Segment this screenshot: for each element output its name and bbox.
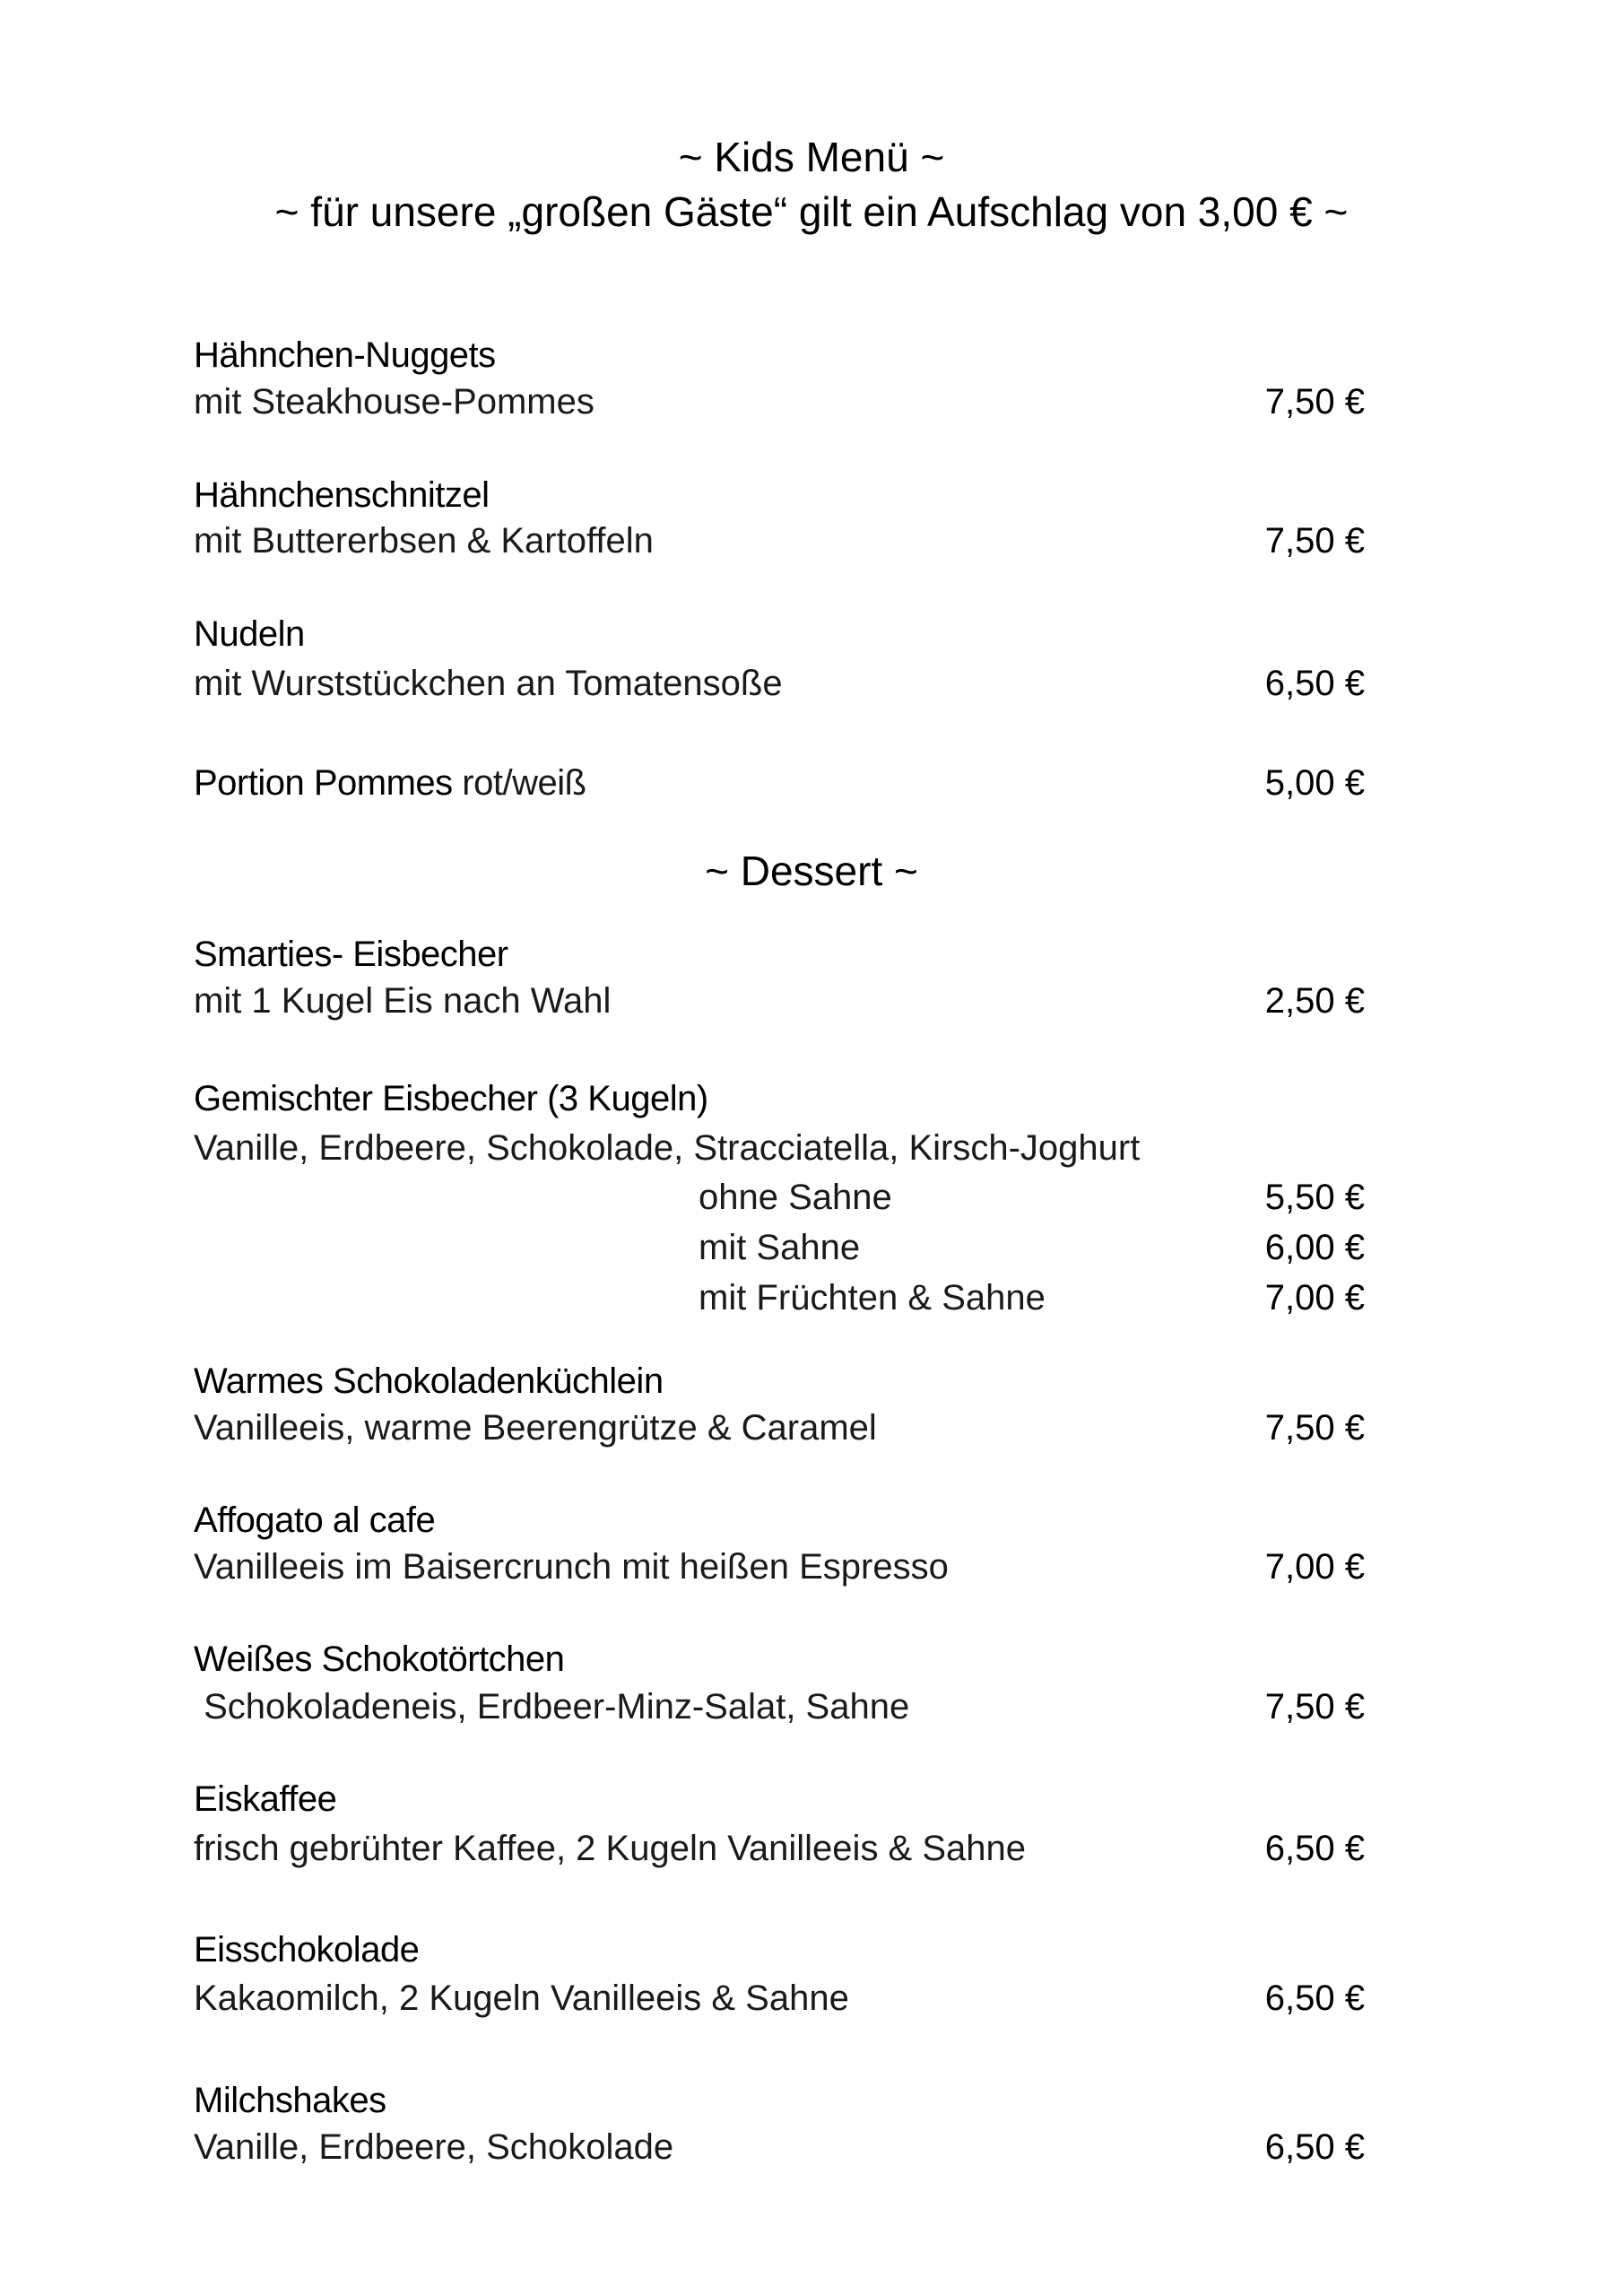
item-name-smarties: Smarties- Eisbecher [194, 935, 508, 974]
item-desc-schnitzel: mit Buttererbsen & Kartoffeln [194, 521, 654, 561]
item-name-pommes [194, 765, 586, 801]
item-desc-schokotoertchen: Schokoladeneis, Erdbeer-Minz-Salat, Sahne [194, 1687, 910, 1726]
item-price-affogato: 7,00 € [1264, 1547, 1365, 1587]
item-price-schokokuechlein: 7,50 € [1264, 1408, 1365, 1448]
option-ohne-sahne-price: 5,50 € [1264, 1178, 1365, 1217]
item-name-schokokuechlein: Warmes Schokoladenküchlein [194, 1361, 664, 1401]
item-price-schokotoertchen: 7,50 € [1264, 1687, 1365, 1726]
item-name-eiskaffee: Eiskaffee [194, 1779, 337, 1819]
item-price-eisschokolade: 6,50 € [1264, 1979, 1365, 2018]
item-price-milchshakes: 6,50 € [1264, 2127, 1365, 2167]
item-name-schnitzel: Hähnchenschnitzel [194, 475, 490, 515]
item-name-pommes-suffix: rot/weiß [462, 763, 586, 803]
item-name-eisbecher: Gemischter Eisbecher (3 Kugeln) [194, 1079, 708, 1118]
option-mit-sahne: mit Sahne [699, 1228, 861, 1267]
option-ohne-sahne: ohne Sahne [699, 1178, 892, 1217]
item-price-nudeln: 6,50 € [1264, 664, 1365, 703]
item-name-eisschokolade: Eisschokolade [194, 1930, 420, 1970]
menu-title: ~ Kids Menü ~ [678, 134, 945, 180]
item-name-schokotoertchen: Weißes Schokotörtchen [194, 1639, 565, 1679]
item-name-milchshakes: Milchshakes [194, 2081, 386, 2120]
item-desc-nudeln: mit Wurststückchen an Tomatensoße [194, 664, 783, 703]
item-desc-schokokuechlein: Vanilleeis, warme Beerengrütze & Caramel [194, 1408, 877, 1448]
option-fruechten-sahne-price: 7,00 € [1264, 1278, 1365, 1318]
item-price-nuggets: 7,50 € [1264, 382, 1365, 422]
item-price-pommes: 5,00 € [1264, 763, 1365, 803]
item-name-pommes-main: Portion Pommes [194, 763, 453, 803]
item-price-smarties: 2,50 € [1264, 981, 1365, 1021]
item-desc-smarties: mit 1 Kugel Eis nach Wahl [194, 981, 612, 1021]
option-mit-sahne-price: 6,00 € [1264, 1228, 1365, 1267]
item-name-nuggets: Hähnchen-Nuggets [194, 335, 496, 375]
item-name-affogato: Affogato al cafe [194, 1500, 436, 1540]
dessert-heading: ~ Dessert ~ [705, 848, 918, 894]
option-fruechten-sahne: mit Früchten & Sahne [699, 1278, 1046, 1318]
item-name-nudeln: Nudeln [194, 614, 305, 654]
item-desc-affogato: Vanilleeis im Baisercrunch mit heißen Espresso [194, 1547, 949, 1587]
item-desc-nuggets: mit Steakhouse-Pommes [194, 382, 595, 422]
item-price-eiskaffee: 6,50 € [1264, 1829, 1365, 1868]
item-price-schnitzel: 7,50 € [1264, 521, 1365, 561]
item-desc-milchshakes: Vanille, Erdbeere, Schokolade [194, 2127, 674, 2167]
item-desc-eisschokolade: Kakaomilch, 2 Kugeln Vanilleeis & Sahne [194, 1979, 849, 2018]
item-desc-eiskaffee: frisch gebrühter Kaffee, 2 Kugeln Vanilleeis & Sahne [194, 1829, 1027, 1868]
surcharge-note: ~ für unsere „großen Gäste“ gilt ein Aufschlag von 3,00 € ~ [274, 188, 1349, 235]
item-desc-eisbecher: Vanille, Erdbeere, Schokolade, Stracciatella, Kirsch-Joghurt [194, 1128, 1141, 1168]
